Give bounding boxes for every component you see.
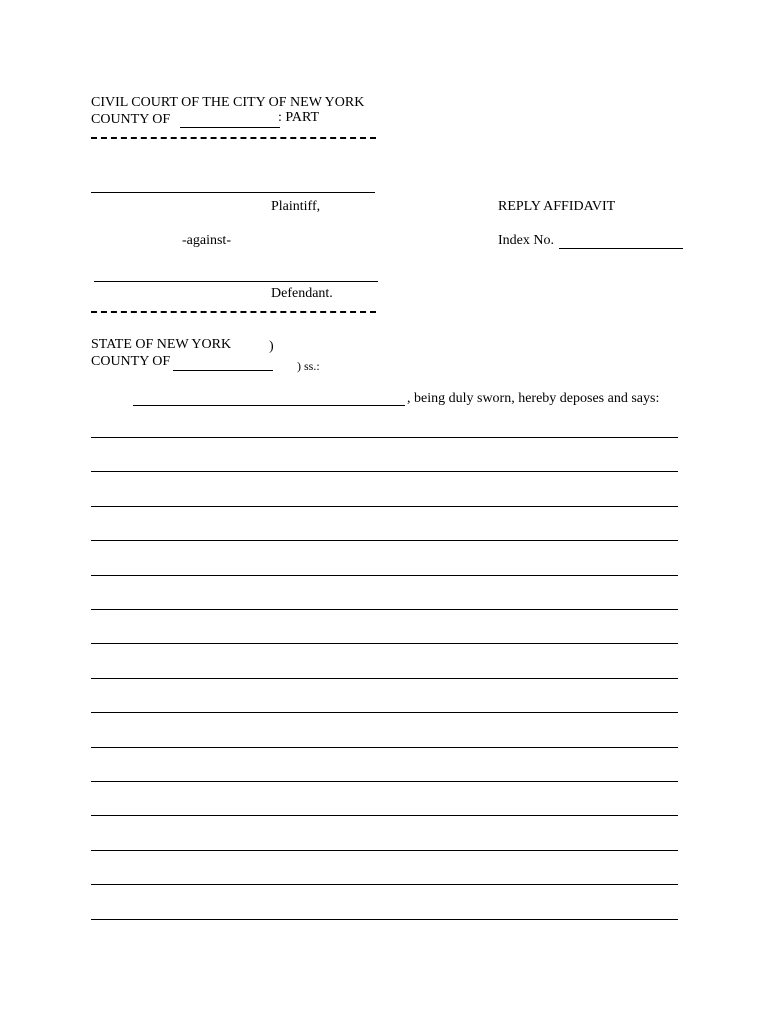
body-line[interactable] [91, 884, 678, 885]
plaintiff-label: Plaintiff, [271, 199, 321, 214]
caption-bottom-divider [91, 311, 376, 313]
defendant-name-blank[interactable] [94, 281, 378, 282]
court-name: CIVIL COURT OF THE CITY OF NEW YORK [91, 95, 365, 110]
venue-paren: ) [269, 339, 274, 354]
body-line[interactable] [91, 437, 678, 438]
body-line[interactable] [91, 643, 678, 644]
county-label: COUNTY OF [91, 112, 171, 127]
venue-county-blank[interactable] [173, 370, 273, 371]
state-label: STATE OF NEW YORK [91, 337, 232, 352]
defendant-label: Defendant. [271, 286, 333, 301]
index-no-label: Index No. [498, 233, 554, 248]
venue-county-label: COUNTY OF [91, 354, 171, 369]
body-line[interactable] [91, 747, 678, 748]
county-blank[interactable] [180, 127, 280, 128]
caption-top-divider [91, 137, 376, 139]
index-no-blank[interactable] [559, 248, 683, 249]
against-label: -against- [182, 233, 231, 248]
ss-label: ) ss.: [297, 359, 320, 373]
body-line[interactable] [91, 506, 678, 507]
plaintiff-name-blank[interactable] [91, 192, 375, 193]
deponent-name-blank[interactable] [133, 405, 405, 406]
body-line[interactable] [91, 678, 678, 679]
body-line[interactable] [91, 919, 678, 920]
body-line[interactable] [91, 815, 678, 816]
body-line[interactable] [91, 575, 678, 576]
body-line[interactable] [91, 850, 678, 851]
body-line[interactable] [91, 471, 678, 472]
body-line[interactable] [91, 540, 678, 541]
body-line[interactable] [91, 781, 678, 782]
part-label: : PART [278, 110, 320, 125]
body-line[interactable] [91, 712, 678, 713]
sworn-statement: , being duly sworn, hereby deposes and says: [407, 391, 660, 406]
body-line[interactable] [91, 609, 678, 610]
document-title: REPLY AFFIDAVIT [498, 199, 616, 214]
